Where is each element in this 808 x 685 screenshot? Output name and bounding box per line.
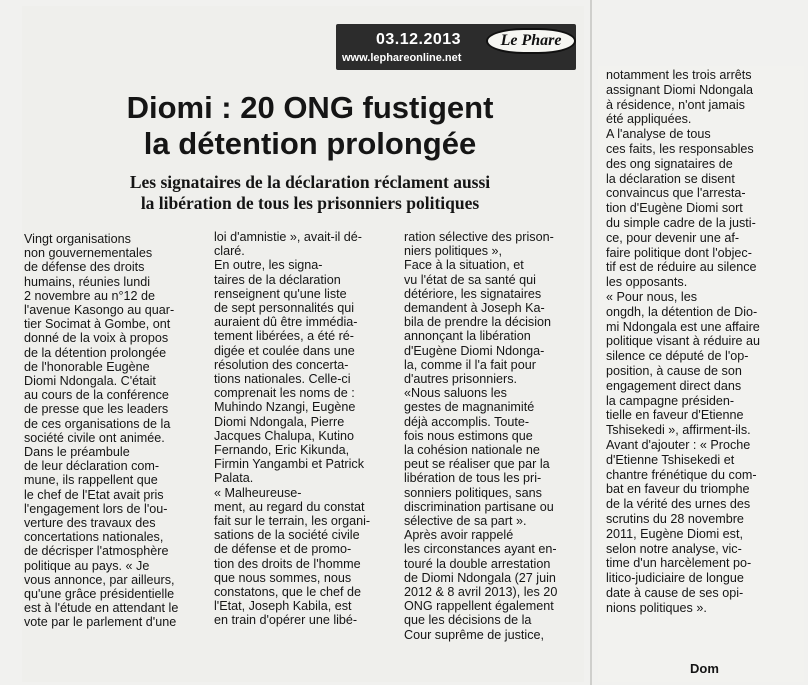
publication-date: 03.12.2013 (376, 31, 462, 48)
clipping-gap (590, 0, 592, 685)
newspaper-url: www.lephareonline.net (342, 52, 462, 64)
article-continuation-column: notamment les trois arrêts assignant Diomi Ndongala à résidence, n'ont jamais été appliquées. A l'analyse de tous ces faits, les responsables des ong signataires de la déclaration se disent convaincus que l'arresta- tion d'Eugène Diomi sort du simple cadre de la justi- ce, pour devenir une af- faire politique dont l'objec- tif est de réduire au silence les opposants. « Pour nous, les ongdh, la détention de Dio- mi Ndongala est une affaire politique visant à réduire au silence ce député de l'op- position, à cause de son engagement direct dans la campagne présiden- tielle en faveur d'Etienne Tshisekedi », affirment-ils. Avant d'ajouter : « Proche d'Etienne Tshisekedi et chantre frénétique du com- bat en faveur du triomphe de la vérité des urnes des scrutins du 28 novembre 2011, Eugène Diomi est, selon notre analyse, vic- time d'un harcèlement po- litico-judiciaire de longue date à cause de ses opi- nions politiques ». (606, 68, 761, 615)
article-signature: Dom (690, 661, 719, 676)
article-column-2: loi d'amnistie », avait-il dé- claré. En outre, les signa- taires de la déclaration renseignent qu'une liste de sept personnalités qui auraient dû être immédia- tement libérées, a été ré- digée et coulée dans une résolution des concerta- tions nationales. Celle-ci comprenait les noms de : Muhindo Nzangi, Eugène Diomi Ndongala, Pierre Jacques Chalupa, Kutino Fernando, Eric Kikunda, Firmin Yangambi et Patrick Palata. « Malheureuse- ment, au regard du constat fait sur le terrain, les organi- sations de la société civile de défense et de promo- tion des droits de l'homme que nous sommes, nous constatons, que le chef de l'Etat, Joseph Kabila, est en train d'opérer une libé- (214, 230, 371, 628)
article-column-3: ration sélective des prison- niers politiques », Face à la situation, et vu l'état de sa santé qui détériore, les signataires demandent à Joseph Ka- bila de prendre la décision annonçant la libération d'Eugène Diomi Ndonga- la, comme il l'a fait pour d'autres prisonniers. «Nous saluons les gestes de magnanimité déjà accomplis. Toute- fois nous estimons que la cohésion nationale ne peut se réaliser que par la libération de tous les pri- sonniers politiques, sans discrimination partisane ou sélective de sa part ». Après avoir rappelé les circonstances ayant en- touré la double arrestation de Diomi Ndongala (27 juin 2012 & 8 avril 2013), les 20 ONG rappellent également que les décisions de la Cour suprême de justice, (404, 230, 558, 642)
newspaper-masthead (336, 24, 576, 70)
article-subheadline: Les signataires de la déclaration réclament aussi la libération de tous les prisonniers politiques (129, 172, 491, 213)
article-headline: Diomi : 20 ONG fustigent la détention prolongée (126, 90, 494, 161)
article-column-1: Vingt organisations non gouvernementales de défense des droits humains, réunies lundi 2 novembre au n°12 de l'avenue Kasongo au quar- tier Socimat à Gombe, ont donné de la voix à propos de la détention prolongée de l'honorable Eugène Diomi Ndongala. C'était au cours de la conférence de presse que les leaders de ces organisations de la société civile ont animée. Dans le préambule de leur déclaration com- mune, ils rappellent que le chef de l'Etat avait pris l'engagement lors de l'ou- verture des travaux des concertations nationales, de décrisper l'atmosphère politique au pays. « Je vous annonce, par ailleurs, qu'une grâce présidentielle est à l'étude en attendant le vote par le parlement d'une (24, 232, 179, 630)
newspaper-logo: Le Phare (486, 28, 576, 54)
